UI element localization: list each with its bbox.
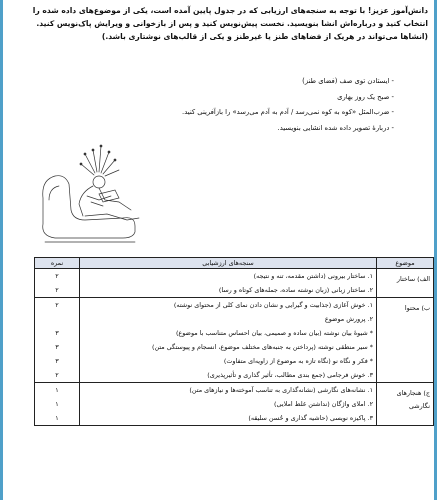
criterion-text: ۲. املای واژگان (نداشتن غلط املایی) bbox=[274, 400, 373, 408]
score-cell bbox=[35, 383, 80, 426]
criteria-cell bbox=[80, 269, 377, 298]
score-value: ۳ bbox=[55, 357, 59, 365]
score-value: ۱ bbox=[55, 414, 59, 422]
instructions-line-1: دانش‌آموز عزیز! با توجه به سنجه‌های ارزیابی که در جدول پایین آمده است، یکی از موضوع‌های داده شده را bbox=[32, 6, 428, 15]
topic-cell: ب) محتوا bbox=[377, 298, 434, 383]
criterion-text: ۱. خوش آغازی (جذابیت و گیرایی و نشان دادن نمای کلی از محتوای نوشته) bbox=[173, 301, 373, 309]
criterion-text: ۱. نشانه‌های نگارشی (نشانه‌گذاری به تناسب آموخته‌ها و نیازهای متن) bbox=[189, 386, 373, 394]
score-value: ۱ bbox=[55, 400, 59, 408]
topic-list bbox=[64, 74, 394, 136]
score-value: ۲ bbox=[55, 286, 59, 294]
topic-cell: ج) هنجارهای نگارشی bbox=[377, 383, 434, 426]
header-score: نمره bbox=[35, 258, 80, 269]
score-value: ۲ bbox=[55, 301, 59, 309]
topic-cell: الف) ساختار bbox=[377, 269, 434, 298]
instructions bbox=[9, 4, 428, 43]
score-value: ۱ bbox=[55, 386, 59, 394]
section-writing-norms bbox=[35, 383, 434, 426]
header-criteria: سنجه‌های ارزشیابی bbox=[80, 258, 377, 269]
score-cell bbox=[35, 298, 80, 383]
criteria-cell bbox=[80, 298, 377, 383]
criterion-text: ۱. ساختار بیرونی (داشتن مقدمه، تنه و نتیجه) bbox=[253, 272, 373, 280]
person-in-armchair-illustration bbox=[35, 140, 145, 245]
criterion-text: * شیوهٔ بیان نوشته (بیان ساده و صمیمی، بیان احساس متناسب با موضوع) bbox=[175, 329, 373, 337]
score-value: ۲ bbox=[55, 272, 59, 280]
header-topic: موضوع bbox=[377, 258, 434, 269]
criteria-cell bbox=[80, 383, 377, 426]
topic-item: - ضرب‌المثل «کوه به کوه نمی‌رسد / آدم به آدم می‌رسد» را بازآفرینی کنید. bbox=[182, 108, 394, 116]
criterion-text: * فکر و نگاه نو (نگاه تازه به موضوع از زاویه‌ای متفاوت) bbox=[223, 357, 373, 365]
section-content bbox=[35, 298, 434, 383]
score-value: ۳ bbox=[55, 343, 59, 351]
section-structure bbox=[35, 269, 434, 298]
criterion-text: ۲. پرورش موضوع bbox=[324, 315, 373, 323]
criterion-text: ۲. ساختار زبانی (زبان نوشته ساده، جمله‌های کوتاه و رسا) bbox=[218, 286, 373, 294]
criterion-text: * سیر منطقی نوشته (پرداختن به جنبه‌های مختلف موضوع، انسجام و پیوستگی متن) bbox=[151, 343, 373, 351]
criterion-text: ۳. پاکیزه نویسی (حاشیه گذاری و حُسن سلیقه) bbox=[248, 414, 373, 422]
criterion-text: ۳. خوش فرجامی (جمع بندی مطالب، تأثیر گذاری و تأثیرپذیری) bbox=[207, 371, 373, 379]
score-value bbox=[38, 312, 76, 326]
instructions-line-3: (انشاها می‌تواند در هریک از فضاهای طنز یا غیرطنز و یکی از قالب‌های نوشتاری باشد.) bbox=[101, 32, 428, 41]
topic-item: - صبح یک روز بهاری bbox=[337, 92, 394, 101]
instructions-line-2: انتخاب کنید و درباره‌اش انشا بنویسید. نخست پیش‌نویس کنید و پس از بازخوانی و ویرایش پاک‌نویس کنید. bbox=[36, 19, 428, 28]
topic-item: - ایستادن توی صف (فضای طنز) bbox=[302, 77, 394, 85]
evaluation-table bbox=[34, 257, 434, 426]
score-value: ۲ bbox=[55, 371, 59, 379]
score-cell bbox=[35, 269, 80, 298]
score-value: ۳ bbox=[55, 329, 59, 337]
topic-item: - دربارهٔ تصویر داده شده انشایی بنویسید. bbox=[277, 123, 394, 132]
